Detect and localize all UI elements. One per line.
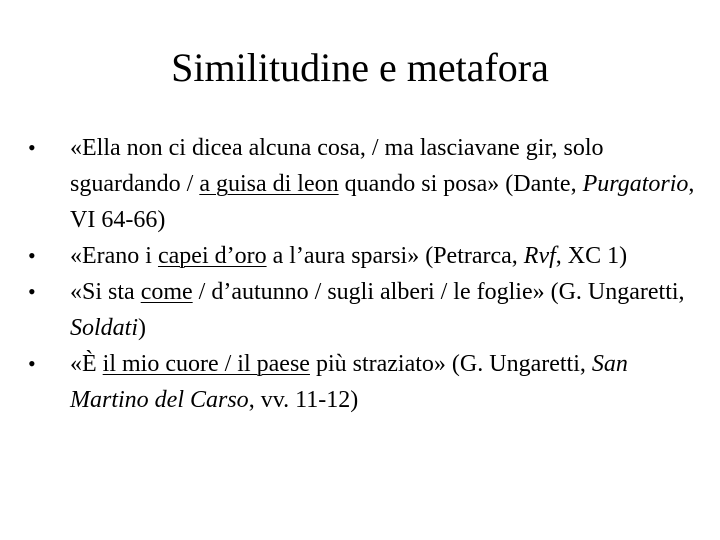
list-item <box>28 346 698 418</box>
quote-text: quando si posa» (Dante, <box>338 171 583 197</box>
quote-text: «Ella non ci dicea alcuna cosa, / ma lasciavane gir, solo sguardando / <box>70 135 604 197</box>
citation-ref: , XC 1) <box>555 243 628 269</box>
bullet-icon: • <box>28 351 36 376</box>
work-title: Soldati <box>70 315 139 341</box>
bullet-icon: • <box>28 279 36 304</box>
citation-ref: , vv. 11-12) <box>248 387 359 413</box>
bullet-list <box>28 130 698 418</box>
quote-text: «È <box>70 351 103 377</box>
work-title: San Martino del Carso <box>70 351 628 413</box>
quote-text: / d’autunno / sugli alberi / le foglie» (G. Ungaretti, <box>192 279 685 305</box>
highlighted-phrase: come <box>140 279 193 305</box>
citation-ref: , VI 64-66) <box>70 171 695 233</box>
list-item <box>28 274 698 346</box>
slide-title: Similitudine e metafora <box>171 45 549 90</box>
highlighted-phrase: a guisa di leon <box>199 171 339 197</box>
quote-text: a l’aura sparsi» (Petrarca, <box>266 243 524 269</box>
list-item <box>28 130 698 238</box>
highlighted-phrase: il mio cuore / il paese <box>102 351 310 377</box>
work-title: Rvf <box>523 243 556 269</box>
quote-text: «Erano i <box>70 243 158 269</box>
highlighted-phrase: capei d’oro <box>157 243 267 269</box>
bullet-icon: • <box>28 135 36 160</box>
quote-text: «Si sta <box>70 279 141 305</box>
list-item <box>28 238 698 274</box>
work-title: Purgatorio <box>582 171 689 197</box>
bullet-icon: • <box>28 243 36 268</box>
citation-ref: ) <box>138 315 147 341</box>
quote-text: più straziato» (G. Ungaretti, <box>309 351 592 377</box>
